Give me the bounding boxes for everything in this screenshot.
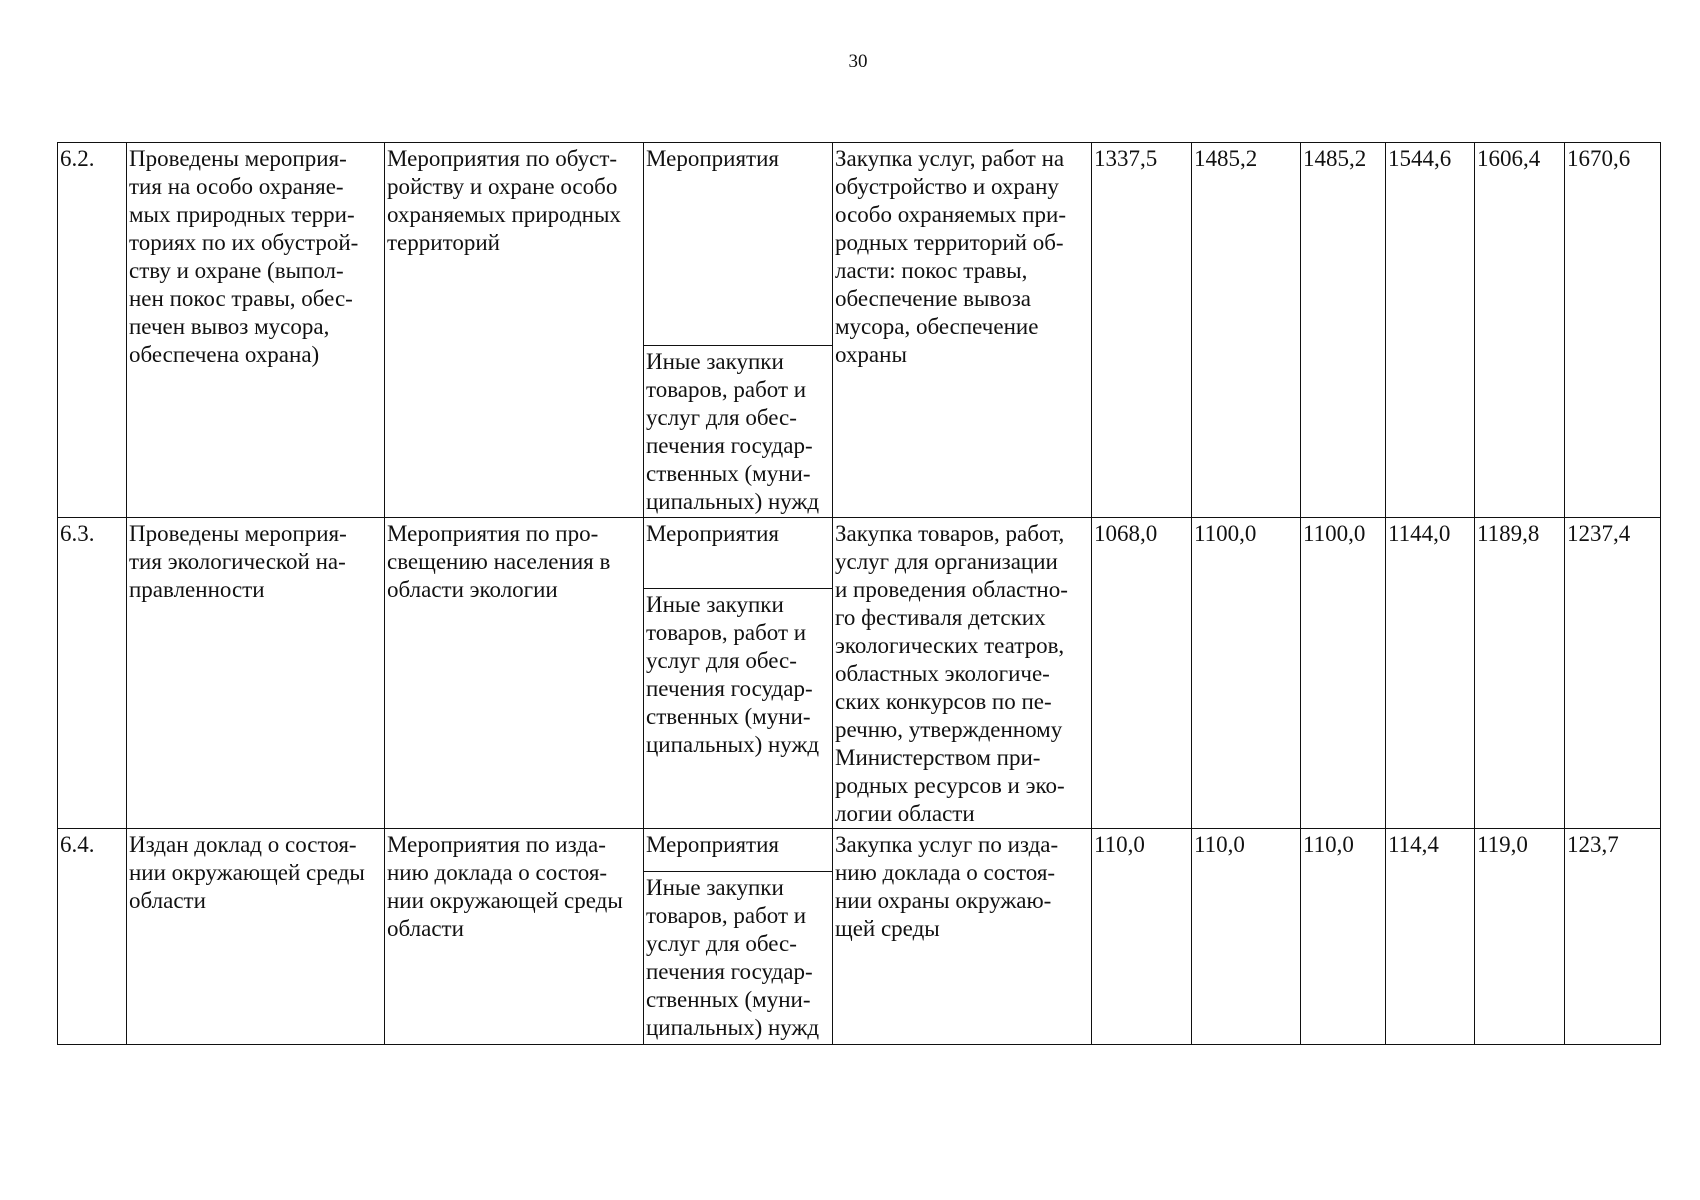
activity-cell: Мероприятия по изда- нию доклада о состоя- нии окружающей среды области bbox=[385, 829, 644, 1045]
value-cell: 1606,4 bbox=[1475, 143, 1565, 518]
expense-type-bottom: Иные закупки товаров, работ и услуг для обес- печения государ- ственных (муни- ципальных) нужд bbox=[644, 345, 832, 516]
description-cell: Закупка товаров, работ, услуг для организации и проведения областно- го фестиваля детских экологических театров, областных экологиче- ских конкурсов по пе- речню, утвержденному Министерством при- родных ресурсов и эко- логии области bbox=[833, 518, 1092, 829]
value-cell: 1144,0 bbox=[1386, 518, 1475, 829]
value-cell: 1337,5 bbox=[1092, 143, 1192, 518]
expense-type-top: Мероприятия bbox=[646, 521, 779, 546]
description-cell: Закупка услуг по изда- нию доклада о состоя- нии охраны окружаю- щей среды bbox=[833, 829, 1092, 1045]
expense-type-top: Мероприятия bbox=[646, 832, 779, 857]
value-cell: 110,0 bbox=[1092, 829, 1192, 1045]
value-cell: 1100,0 bbox=[1192, 518, 1301, 829]
value-cell: 114,4 bbox=[1386, 829, 1475, 1045]
expense-type-bottom: Иные закупки товаров, работ и услуг для обес- печения государ- ственных (муни- ципальных) нужд bbox=[644, 871, 832, 1042]
value-cell: 1485,2 bbox=[1192, 143, 1301, 518]
activity-cell: Мероприятия по обуст- ройству и охране особо охраняемых природных территорий bbox=[385, 143, 644, 518]
expense-type-cell bbox=[644, 143, 833, 518]
expense-type-bottom: Иные закупки товаров, работ и услуг для обес- печения государ- ственных (муни- ципальных) нужд bbox=[644, 588, 832, 759]
value-cell: 123,7 bbox=[1565, 829, 1661, 1045]
row-number: 6.2. bbox=[58, 143, 127, 518]
description-cell: Закупка услуг, работ на обустройство и охрану особо охраняемых при- родных территорий об- ласти: покос травы, обеспечение вывоза мусора, обеспечение охраны bbox=[833, 143, 1092, 518]
value-cell: 110,0 bbox=[1192, 829, 1301, 1045]
value-cell: 1485,2 bbox=[1301, 143, 1386, 518]
table-row bbox=[58, 143, 1661, 518]
expense-type-top: Мероприятия bbox=[646, 146, 779, 171]
value-cell: 1670,6 bbox=[1565, 143, 1661, 518]
table-row bbox=[58, 518, 1661, 829]
row-number: 6.3. bbox=[58, 518, 127, 829]
budget-table bbox=[57, 142, 1661, 1045]
expense-type-cell bbox=[644, 829, 833, 1045]
result-cell: Проведены мероприя- тия на особо охраняе- мых природных терри- ториях по их обустрой- ству и охране (выпол- нен покос травы, обес- печен вывоз мусора, обеспечена охрана) bbox=[127, 143, 385, 518]
result-cell: Проведены мероприя- тия экологической на- правленности bbox=[127, 518, 385, 829]
value-cell: 119,0 bbox=[1475, 829, 1565, 1045]
expense-type-cell bbox=[644, 518, 833, 829]
table-row bbox=[58, 829, 1661, 1045]
activity-cell: Мероприятия по про- свещению населения в области экологии bbox=[385, 518, 644, 829]
value-cell: 1189,8 bbox=[1475, 518, 1565, 829]
page-number: 30 bbox=[848, 51, 868, 72]
value-cell: 110,0 bbox=[1301, 829, 1386, 1045]
value-cell: 1068,0 bbox=[1092, 518, 1192, 829]
value-cell: 1544,6 bbox=[1386, 143, 1475, 518]
row-number: 6.4. bbox=[58, 829, 127, 1045]
value-cell: 1100,0 bbox=[1301, 518, 1386, 829]
value-cell: 1237,4 bbox=[1565, 518, 1661, 829]
result-cell: Издан доклад о состоя- нии окружающей среды области bbox=[127, 829, 385, 1045]
